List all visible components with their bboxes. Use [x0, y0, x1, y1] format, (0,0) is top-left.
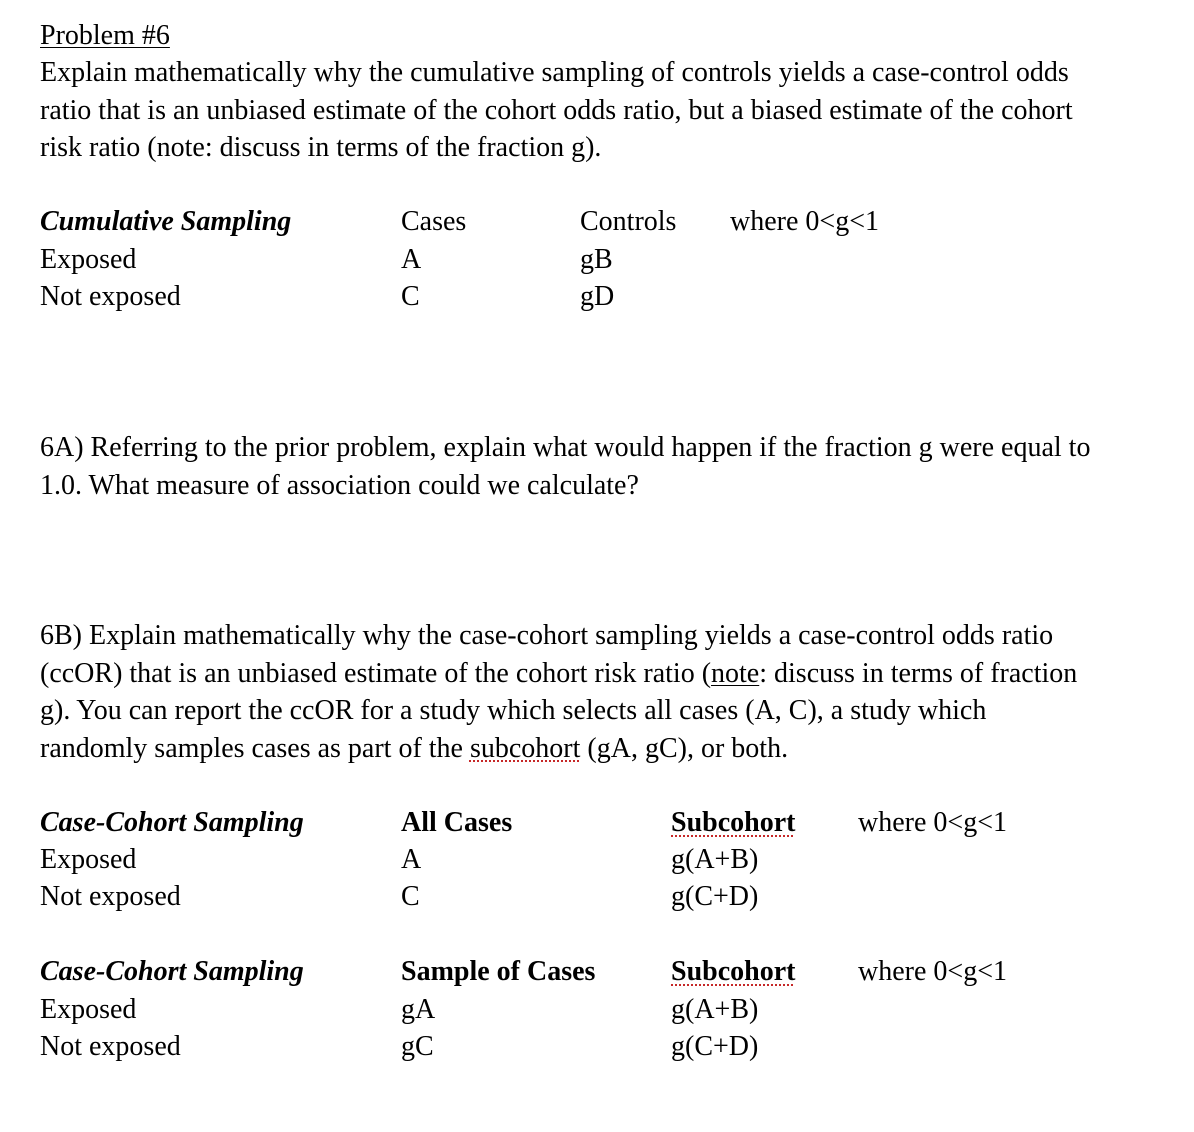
case-cohort-2-col-subcohort: Subcohort [671, 956, 796, 987]
intro-paragraph [40, 54, 1073, 167]
case-cohort-2-cell: g(C+D) [671, 1031, 759, 1062]
case-cohort-2-row-label: Exposed [40, 994, 137, 1025]
intro-line-3: risk ratio (note: discuss in terms of the fraction g). [40, 132, 602, 163]
case-cohort-2-row-label: Not exposed [40, 1031, 181, 1062]
cumulative-col-cases: Cases [401, 206, 467, 237]
case-cohort-2-title: Case-Cohort Sampling [40, 956, 304, 987]
case-cohort-1-title: Case-Cohort Sampling [40, 807, 304, 838]
problem-title: Problem #6 [40, 20, 170, 51]
case-cohort-1-row-label: Not exposed [40, 881, 181, 912]
case-cohort-2-cell: gC [401, 1031, 434, 1062]
question-6b [40, 617, 1077, 767]
case-cohort-2-col-sample-of-cases: Sample of Cases [401, 956, 596, 987]
intro-line-2: ratio that is an unbiased estimate of the cohort odds ratio, but a biased estimate of the cohort [40, 94, 1073, 126]
q6b-line-4 [40, 730, 1077, 768]
intro-line-1: Explain mathematically why the cumulative sampling of controls yields a case-control odds [40, 57, 1069, 88]
case-cohort-1-col-all-cases: All Cases [401, 807, 513, 838]
cumulative-cell: gD [580, 281, 615, 312]
q6b-line-2-post: : discuss in terms of fraction [759, 657, 1078, 689]
cumulative-cell: gB [580, 244, 613, 275]
q6a-line-2: 1.0. What measure of association could we calculate? [40, 469, 639, 501]
q6b-line-3: g). You can report the ccOR for a study which selects all cases (A, C), a study which [40, 695, 987, 726]
case-cohort-2-cell: gA [401, 994, 436, 1025]
cumulative-cell: C [401, 281, 420, 312]
q6b-line-4-pre: randomly samples cases as part of the [40, 732, 470, 764]
q6b-line-1: 6B) Explain mathematically why the case-cohort sampling yields a case-control odds ratio [40, 620, 1054, 651]
q6b-subcohort-word: subcohort [469, 732, 581, 764]
q6b-line-2 [40, 655, 1077, 693]
cumulative-row-label: Exposed [40, 244, 137, 275]
q6b-line-2-pre: (ccOR) that is an unbiased estimate of the cohort risk ratio ( [40, 657, 712, 689]
q6b-line-4-post: (gA, gC), or both. [580, 732, 789, 764]
case-cohort-2-cell: g(A+B) [671, 994, 759, 1025]
cumulative-table-title: Cumulative Sampling [40, 206, 292, 237]
case-cohort-1-cell: A [401, 844, 422, 875]
q6a-line-1: 6A) Referring to the prior problem, explain what would happen if the fraction g were equal to [40, 432, 1091, 463]
case-cohort-1-cell: g(C+D) [671, 881, 759, 912]
question-6a [40, 429, 1090, 504]
case-cohort-1-row-label: Exposed [40, 844, 137, 875]
cumulative-col-controls: Controls [580, 206, 677, 237]
q6b-note-word: note [711, 657, 760, 689]
case-cohort-1-col-subcohort: Subcohort [671, 807, 796, 838]
case-cohort-2-note: where 0<g<1 [858, 956, 1007, 987]
case-cohort-1-cell: g(A+B) [671, 844, 759, 875]
cumulative-row-label: Not exposed [40, 281, 181, 312]
case-cohort-1-note: where 0<g<1 [858, 807, 1007, 838]
case-cohort-1-cell: C [401, 881, 420, 912]
cumulative-note: where 0<g<1 [730, 206, 879, 237]
cumulative-cell: A [401, 244, 422, 275]
